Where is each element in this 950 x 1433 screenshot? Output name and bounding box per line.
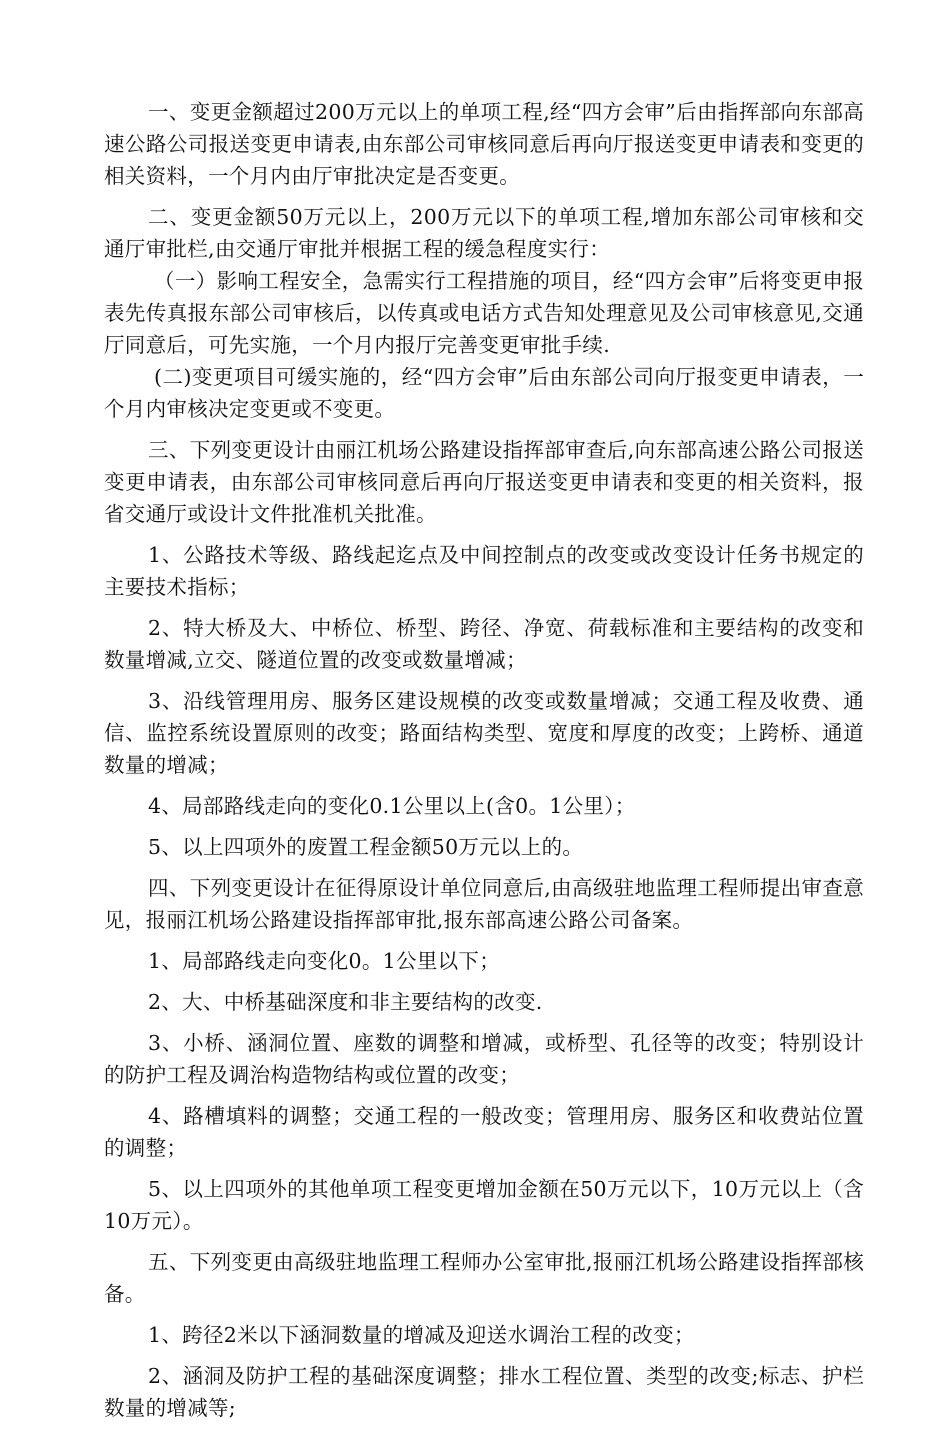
- section-4-item-5: 5、以上四项外的其他单项工程变更增加金额在50万元以下，10万元以上（含10万元）。: [104, 1177, 864, 1233]
- section-4-paragraph: 四、下列变更设计在征得原设计单位同意后,由高级驻地监理工程师提出审查意见，报丽江机场公路建设指挥部审批,报东部高速公路公司备案。: [104, 876, 864, 932]
- section-4-item-4: 4、路槽填料的调整；交通工程的一般改变；管理用房、服务区和收费站位置的调整；: [104, 1104, 864, 1160]
- section-3-item-4: 4、局部路线走向的变化0.1公里以上(含0。1公里）；: [148, 794, 636, 818]
- section-5-item-2: 2、涵洞及防护工程的基础深度调整；排水工程位置、类型的改变;标志、护栏数量的增减等;: [104, 1364, 864, 1420]
- document-body: [104, 96, 864, 1433]
- section-2-paragraph: 二、变更金额50万元以上，200万元以下的单项工程,增加东部公司审核和交通厅审批栏,由交通厅审批并根据工程的缓急程度实行：: [104, 205, 864, 261]
- section-3-item-1: 1、公路技术等级、路线起迄点及中间控制点的改变或改变设计任务书规定的主要技术指标；: [104, 543, 864, 599]
- section-4-item-1: 1、局部路线走向变化0。1公里以下；: [148, 949, 501, 973]
- section-1-paragraph: 一、变更金额超过200万元以上的单项工程,经“四方会审”后由指挥部向东部高速公路公司报送变更申请表,由东部公司审核同意后再向厅报送变更申请表和变更的相关资料，一个月内由厅审批决定是否变更。: [104, 100, 864, 188]
- section-3-item-3: 3、沿线管理用房、服务区建设规模的改变或数量增减；交通工程及收费、通信、监控系统设置原则的改变；路面结构类型、宽度和厚度的改变；上跨桥、通道数量的增减；: [104, 689, 864, 777]
- section-3-item-2: 2、特大桥及大、中桥位、桥型、跨径、净宽、荷载标准和主要结构的改变和数量增减,立交、隧道位置的改变或数量增减；: [104, 616, 864, 672]
- section-2-item-2: (二)变更项目可缓实施的，经“四方会审”后由东部公司向厅报变更申请表，一个月内审核决定变更或不变更。: [104, 365, 864, 421]
- section-5-paragraph: 五、下列变更由高级驻地监理工程师办公室审批,报丽江机场公路建设指挥部核备。: [104, 1250, 864, 1306]
- section-5-item-1: 1、跨径2米以下涵洞数量的增减及迎送水调治工程的改变；: [148, 1323, 695, 1347]
- section-4-item-3: 3、小桥、涵洞位置、座数的调整和增减，或桥型、孔径等的改变；特别设计的防护工程及调治构造物结构或位置的改变；: [104, 1031, 864, 1087]
- section-4-item-2: 2、大、中桥基础深度和非主要结构的改变.: [148, 990, 543, 1014]
- section-3-item-5: 5、以上四项外的废置工程金额50万元以上的。: [148, 835, 584, 859]
- section-3-paragraph: 三、下列变更设计由丽江机场公路建设指挥部审查后,向东部高速公路公司报送变更申请表，由东部公司审核同意后再向厅报送变更申请表和变更的相关资料，报省交通厅或设计文件批准机关批准。: [104, 438, 864, 526]
- section-2-item-1: （一）影响工程安全，急需实行工程措施的项目，经“四方会审”后将变更申报表先传真报东部公司审核后，以传真或电话方式告知处理意见及公司审核意见,交通厅同意后，可先实施，一个月内报厅完善变更审批手续.: [104, 269, 864, 357]
